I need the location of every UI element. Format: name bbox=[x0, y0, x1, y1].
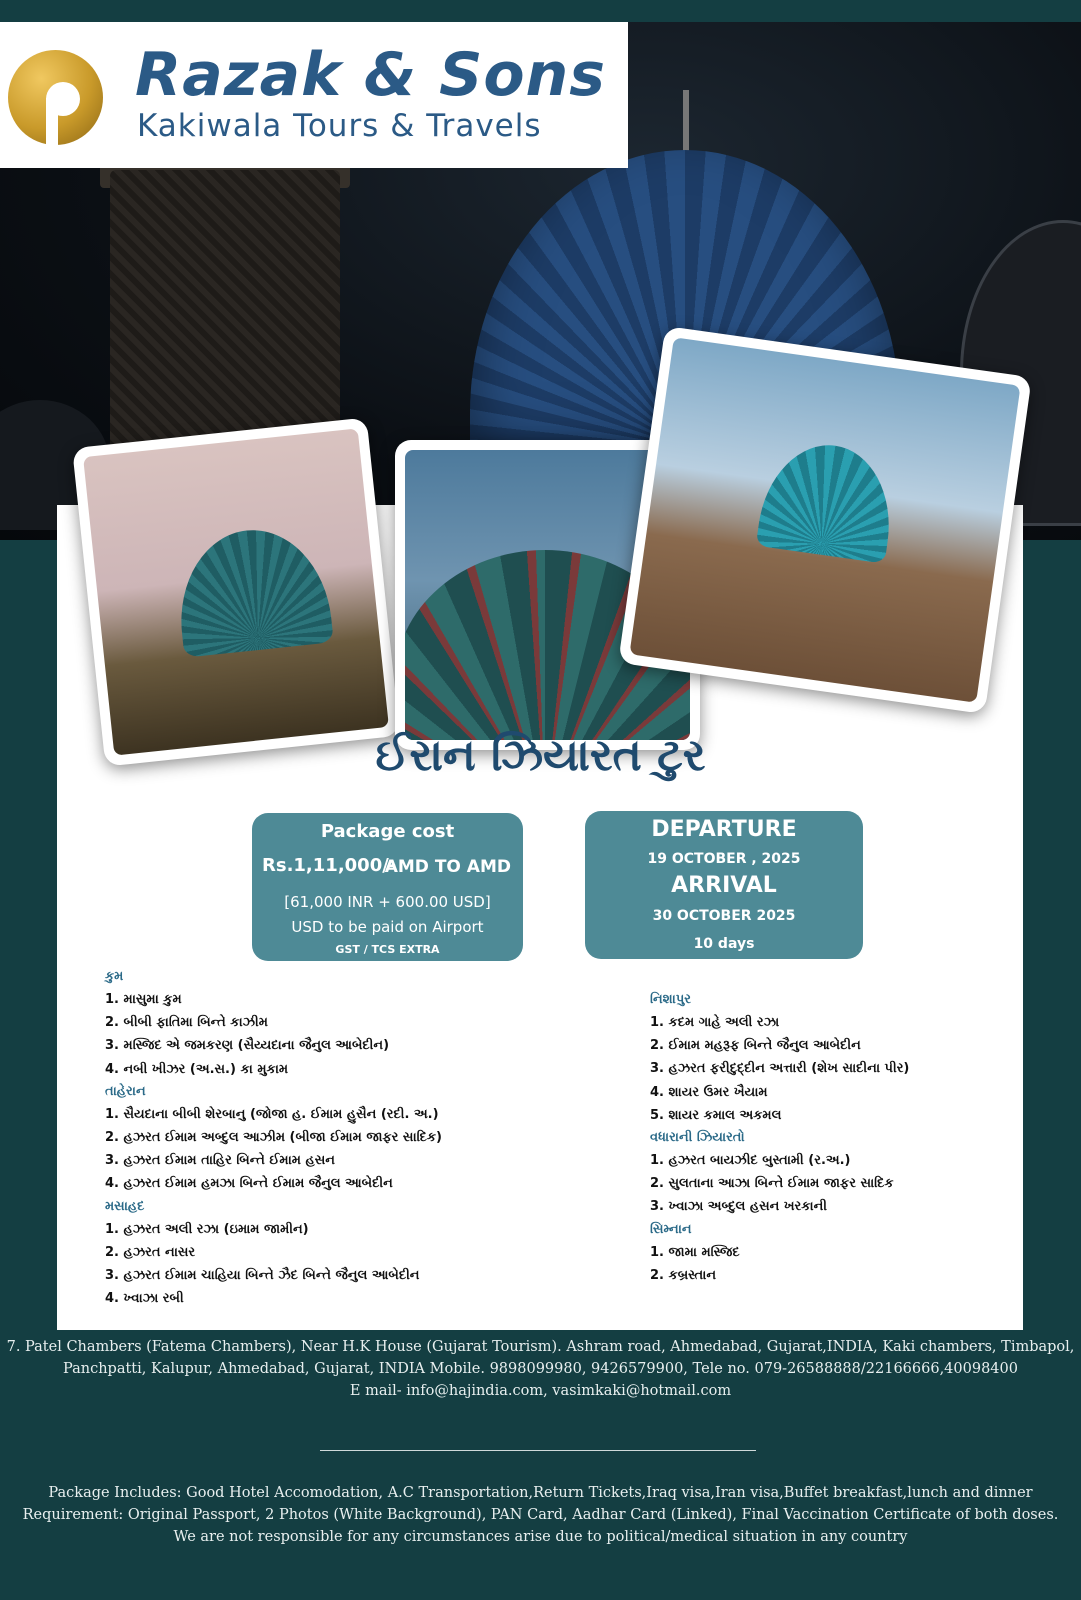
section-heading: તાહેરાન bbox=[105, 1083, 146, 1099]
duration: 10 days bbox=[693, 936, 755, 952]
brand-logo-icon bbox=[8, 50, 103, 145]
list-item: 2. બીબી ફાતિમા બિન્તે કાઝીમ bbox=[105, 1015, 268, 1031]
list-item: 4. શાયર ઉમર ખૈયામ bbox=[650, 1084, 768, 1100]
tour-title: ઈરાન ઝિયારત ટુર bbox=[375, 730, 706, 781]
list-item: 1. કદમ ગાહે અલી રઝા bbox=[650, 1015, 780, 1030]
section-heading: વધારાની ઝિયારતો bbox=[650, 1129, 745, 1145]
list-item: 1. હઝરત બાયઝીદ બુસ્તામી (ર.અ.) bbox=[650, 1152, 851, 1168]
list-item: 3. મસ્જિદ એ જમકરણ (સૈય્યદાના જૈનુલ આબેદીન) bbox=[105, 1038, 390, 1054]
package-cost-box bbox=[252, 813, 523, 961]
list-item: 4. હઝરત ઈમામ હમઝા બિન્તે ઈમામ જૈનુલ આબેદીન bbox=[105, 1176, 393, 1192]
list-item: 3. હઝરત ઈમામ ચાહિયા બિન્તે ઝૈદ બિન્તે જૈનુલ આબેદીન bbox=[105, 1267, 420, 1283]
departure-date: 19 OCTOBER , 2025 bbox=[647, 851, 801, 867]
arrival-label: ARRIVAL bbox=[671, 873, 777, 898]
section-heading: નિશાપુર bbox=[650, 992, 691, 1007]
dome-photo-graphic bbox=[172, 523, 334, 658]
list-item: 1. જામા મસ્જિદ bbox=[650, 1244, 740, 1260]
package-route: AMD TO AMD bbox=[384, 857, 511, 877]
list-item: 3. હઝરત ફરીદુદ્દીન અત્તારી (શેખ સાદીના પીર) bbox=[650, 1061, 910, 1077]
tax-note: GST / TCS EXTRA bbox=[335, 943, 440, 956]
dome-photo-graphic bbox=[756, 437, 900, 564]
list-item: 2. ઈમામ મહરૂફ બિન્તે જૈનુલ આબેદીન bbox=[650, 1038, 861, 1054]
package-cost-heading: Package cost bbox=[320, 821, 455, 842]
footer-address-block bbox=[0, 1336, 1081, 1402]
package-breakdown: [61,000 INR + 600.00 USD] bbox=[284, 893, 491, 911]
usd-note: USD to be paid on Airport bbox=[291, 918, 484, 936]
top-band bbox=[0, 0, 1081, 22]
list-item: 2. હઝરત નાસર bbox=[105, 1244, 196, 1260]
section-heading: કુમ bbox=[105, 969, 124, 984]
itinerary-left-column bbox=[105, 966, 625, 1310]
list-item: 3. હઝરત ઈમામ તાહિર બિન્તે ઈમામ હસન bbox=[105, 1153, 335, 1169]
arrival-date: 30 OCTOBER 2025 bbox=[652, 908, 796, 924]
package-price: Rs.1,11,000/- bbox=[262, 855, 397, 876]
shrine-photo-3 bbox=[618, 326, 1032, 714]
list-item: 1. સૈયદાના બીબી શેરબાનુ (જોજા હ. ઈમામ હુસૈન (રદી. અ.) bbox=[105, 1106, 439, 1122]
schedule-box bbox=[585, 811, 863, 959]
list-item: 2. સુલતાના આઝા બિન્તે ઈમામ જાફર સાદિક bbox=[650, 1176, 894, 1192]
list-item: 4. નબી ખીઝર (અ.સ.) કા મુકામ bbox=[105, 1061, 289, 1077]
package-includes-text: Package Includes: Good Hotel Accomodation, A.C Transportation,Return Tickets,Iraq visa,Iran visa,Buffet breakfast,lunch and dinner bbox=[48, 1485, 1033, 1501]
itinerary-right-column bbox=[650, 989, 1010, 1287]
requirement-text: Requirement: Original Passport, 2 Photos (White Background), PAN Card, Aadhar Card (Linked), Final Vaccination Certificate of both doses. bbox=[22, 1507, 1059, 1523]
disclaimer-text: We are not responsible for any circumstances arise due to political/medical situation in any country bbox=[173, 1529, 908, 1545]
departure-label: DEPARTURE bbox=[651, 817, 797, 842]
email-text: E mail- info@hajindia.com, vasimkaki@hotmail.com bbox=[349, 1383, 732, 1399]
list-item: 3. ખ્વાઝા અબ્દુલ હસન ખરકાની bbox=[650, 1199, 827, 1215]
shrine-photo-1 bbox=[72, 417, 400, 766]
address-text: 7. Patel Chambers (Fatema Chambers), Near H.K House (Gujarat Tourism). Ashram road, Ahmedabad, Gujarat,INDIA, Kaki chambers, Timbapol, Panchpatti, Kalupur, Ahmedabad, Gujarat, INDIA Mobile. 9898099980, 9426579900, Tele no. 079-26588888/22166666,40098400 bbox=[6, 1339, 1075, 1377]
footer-divider bbox=[320, 1450, 756, 1451]
list-item: 1. માસુમા કુમ bbox=[105, 992, 182, 1007]
logo-header bbox=[0, 22, 628, 168]
list-item: 2. હઝરત ઈમામ અબ્દુલ આઝીમ (બીજા ઈમામ જાફર સાદિક) bbox=[105, 1129, 442, 1145]
section-heading: મસાહદ bbox=[105, 1198, 145, 1214]
list-item: 5. શાયર કમાલ અકમલ bbox=[650, 1107, 782, 1123]
list-item: 2. કબ્રસ્તાન bbox=[650, 1267, 717, 1283]
list-item: 1. હઝરત અલી રઝા (ઇમામ જામીન) bbox=[105, 1221, 309, 1237]
list-item: 4. ખ્વાઝા રબી bbox=[105, 1291, 184, 1307]
brand-name: Razak & Sons bbox=[135, 40, 606, 110]
section-heading: સિમ્નાન bbox=[650, 1221, 692, 1237]
brand-subtitle: Kakiwala Tours & Travels bbox=[137, 108, 542, 144]
footer-notes-block bbox=[0, 1482, 1081, 1548]
